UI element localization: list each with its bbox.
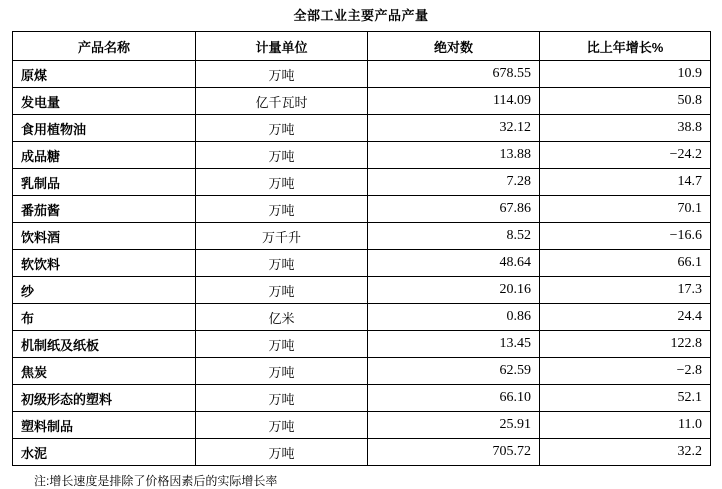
- cell-growth: 50.8: [540, 88, 711, 115]
- cell-unit: 万吨: [196, 115, 368, 142]
- cell-absolute: 8.52: [368, 223, 540, 250]
- table-row: [13, 331, 711, 358]
- table-row: [13, 304, 711, 331]
- table-header-row: [13, 32, 711, 61]
- table-row: [13, 412, 711, 439]
- cell-product-name: 成品糖: [13, 142, 196, 169]
- cell-growth: 11.0: [540, 412, 711, 439]
- cell-product-name: 纱: [13, 277, 196, 304]
- table-row: [13, 196, 711, 223]
- table-row: [13, 115, 711, 142]
- cell-growth: 17.3: [540, 277, 711, 304]
- column-header-unit: 计量单位: [196, 32, 368, 61]
- table-footnote: 注:增长速度是排除了价格因素后的实际增长率: [34, 474, 278, 488]
- table-row: [13, 358, 711, 385]
- cell-absolute: 48.64: [368, 250, 540, 277]
- column-header-product-name: 产品名称: [13, 32, 196, 61]
- cell-unit: 万吨: [196, 385, 368, 412]
- table-row: [13, 385, 711, 412]
- table-row: [13, 250, 711, 277]
- cell-growth: 38.8: [540, 115, 711, 142]
- table-row: [13, 277, 711, 304]
- cell-unit: 万吨: [196, 358, 368, 385]
- cell-growth: 24.4: [540, 304, 711, 331]
- cell-growth: −24.2: [540, 142, 711, 169]
- production-table: [12, 31, 711, 466]
- cell-product-name: 机制纸及纸板: [13, 331, 196, 358]
- cell-product-name: 饮料酒: [13, 223, 196, 250]
- cell-absolute: 20.16: [368, 277, 540, 304]
- cell-growth: −2.8: [540, 358, 711, 385]
- cell-absolute: 62.59: [368, 358, 540, 385]
- table-row: [13, 439, 711, 466]
- cell-unit: 亿米: [196, 304, 368, 331]
- document-page: [0, 5, 722, 488]
- cell-product-name: 水泥: [13, 439, 196, 466]
- cell-product-name: 番茄酱: [13, 196, 196, 223]
- cell-unit: 万吨: [196, 169, 368, 196]
- cell-absolute: 678.55: [368, 61, 540, 88]
- cell-unit: 万吨: [196, 142, 368, 169]
- cell-absolute: 67.86: [368, 196, 540, 223]
- cell-unit: 万吨: [196, 61, 368, 88]
- cell-absolute: 705.72: [368, 439, 540, 466]
- cell-growth: −16.6: [540, 223, 711, 250]
- cell-product-name: 发电量: [13, 88, 196, 115]
- cell-growth: 14.7: [540, 169, 711, 196]
- cell-unit: 万吨: [196, 277, 368, 304]
- cell-growth: 70.1: [540, 196, 711, 223]
- column-header-absolute: 绝对数: [368, 32, 540, 61]
- cell-product-name: 食用植物油: [13, 115, 196, 142]
- cell-product-name: 原煤: [13, 61, 196, 88]
- cell-product-name: 乳制品: [13, 169, 196, 196]
- page-title: 全部工业主要产品产量: [293, 8, 429, 23]
- table-row: [13, 61, 711, 88]
- cell-growth: 10.9: [540, 61, 711, 88]
- cell-growth: 122.8: [540, 331, 711, 358]
- cell-growth: 32.2: [540, 439, 711, 466]
- cell-absolute: 0.86: [368, 304, 540, 331]
- table-header: [13, 32, 711, 61]
- cell-absolute: 32.12: [368, 115, 540, 142]
- table-row: [13, 169, 711, 196]
- cell-unit: 万吨: [196, 331, 368, 358]
- table-row: [13, 223, 711, 250]
- cell-unit: 亿千瓦时: [196, 88, 368, 115]
- table-row: [13, 142, 711, 169]
- cell-growth: 52.1: [540, 385, 711, 412]
- cell-unit: 万吨: [196, 439, 368, 466]
- table-row: [13, 88, 711, 115]
- cell-absolute: 13.88: [368, 142, 540, 169]
- cell-unit: 万吨: [196, 412, 368, 439]
- cell-absolute: 13.45: [368, 331, 540, 358]
- cell-absolute: 25.91: [368, 412, 540, 439]
- table-body: [13, 61, 711, 466]
- cell-absolute: 66.10: [368, 385, 540, 412]
- cell-growth: 66.1: [540, 250, 711, 277]
- cell-product-name: 初级形态的塑料: [13, 385, 196, 412]
- cell-product-name: 塑料制品: [13, 412, 196, 439]
- cell-absolute: 114.09: [368, 88, 540, 115]
- cell-unit: 万千升: [196, 223, 368, 250]
- cell-absolute: 7.28: [368, 169, 540, 196]
- cell-product-name: 焦炭: [13, 358, 196, 385]
- cell-product-name: 布: [13, 304, 196, 331]
- column-header-growth: 比上年增长%: [540, 32, 711, 61]
- cell-product-name: 软饮料: [13, 250, 196, 277]
- cell-unit: 万吨: [196, 250, 368, 277]
- cell-unit: 万吨: [196, 196, 368, 223]
